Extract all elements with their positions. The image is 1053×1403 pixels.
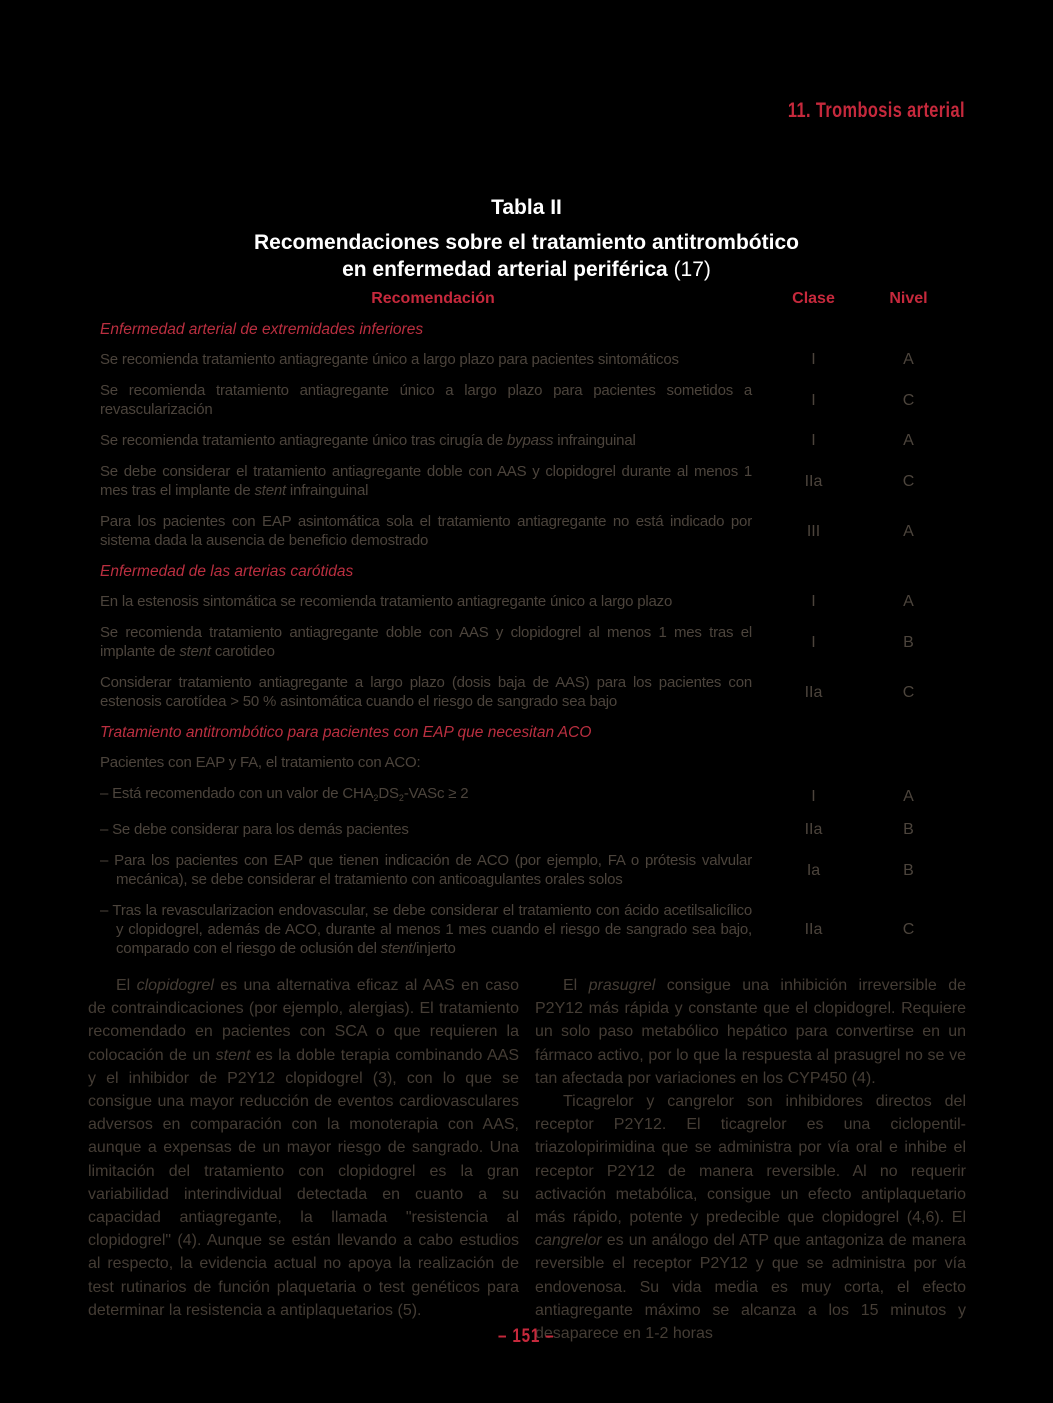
- body-column-left: [88, 974, 519, 1345]
- recommendations-table: [100, 290, 956, 970]
- table-section-header: [100, 723, 956, 742]
- clase-cell: IIa: [804, 821, 823, 838]
- text-segment: es una alternativa eficaz al AAS en caso de contraindicaciones (por ejemplo, alergias). El tratamiento recomendado en pacientes con SCA o que requieren la colocación de un: [88, 977, 520, 1064]
- table-row: [100, 673, 956, 711]
- table-subtitle-text: en enfermedad arterial periférica: [342, 258, 674, 281]
- clase-cell: IIa: [804, 683, 823, 701]
- text-segment: Para los pacientes con EAP asintomática sola el tratamiento antiagregante no está indicado por sistema dada la ausencia de beneficio demostrado: [100, 513, 752, 549]
- table-row: [100, 784, 956, 808]
- text-segment: El: [116, 977, 137, 994]
- recommendation-cell: [100, 431, 766, 450]
- text-segment: consigue una inhibición irreversible de P2Y12 más rápida y constante que el clopidogrel. Requiere un solo paso metabólico hepático para convertirse en un fármaco activo, por lo que la respuesta al prasugrel no se ve tan afectada por variaciones en los CYP450 (4).: [535, 977, 966, 1087]
- nivel-cell: C: [902, 683, 915, 701]
- recommendation-cell: [100, 623, 766, 661]
- text-segment: carotideo: [210, 643, 275, 660]
- table-row: [100, 623, 956, 661]
- chapter-header: 11. Trombosis arterial: [787, 99, 965, 122]
- nivel-cell: B: [903, 821, 914, 838]
- table-row: [100, 381, 956, 419]
- text-segment: stent: [215, 1046, 251, 1064]
- text-segment: es la doble terapia combinando AAS y el inhibidor de P2Y12 clopidogrel (3), con lo que se consigue una mayor reducción de eventos cardiovasculares adversos en comparación con la monoterapia con AAS, aunque a expensas de un mayor riesgo de sangrado. Una limitación del tratamiento con clopidogrel es la gran variabilidad interindividual detectada en cuanto a su capacidad antiagregante, la llamada "resistencia al clopidogrel" (4). Aunque se están llevando a cabo estudios al respecto, la evidencia actual no apoya la realización de test rutinarios de función plaquetaria o test genéticos para determinar la resistencia a antiplaquetarios (5).: [88, 1046, 519, 1319]
- nivel-cell: C: [902, 472, 915, 490]
- body-paragraph: [535, 1090, 966, 1345]
- text-segment: Tratamiento antitrombótico para pacientes con EAP que necesitan ACO: [100, 724, 592, 741]
- text-segment: En la estenosis sintomática se recomienda tratamiento antiagregante único a largo plazo: [100, 593, 673, 610]
- text-segment: Se debe considerar el tratamiento antiagregante doble con AAS y clopidogrel durante al menos 1 mes tras el implante de: [100, 463, 752, 499]
- table-section-header: [100, 562, 956, 581]
- clase-cell: I: [811, 391, 816, 409]
- text-segment: 2: [398, 793, 404, 803]
- text-segment: Se recomienda tratamiento antiagregante único a largo plazo para pacientes sintomáticos: [100, 351, 679, 368]
- table-section-header: [100, 320, 956, 339]
- recommendation-cell: [100, 901, 766, 958]
- text-segment: Ticagrelor y cangrelor son inhibidores directos del receptor P2Y12. El ticagrelor es una ciclopentil-triazolopirimidina que se administra por vía oral e inhibe el receptor P2Y12 de manera reversible. Al no requerir activación metabólica, consigue un efecto antiplaquetario más rápido, potente y predecible que clopidogrel (4,6). El: [535, 1093, 966, 1227]
- text-segment: El: [563, 977, 589, 994]
- text-segment: Considerar tratamiento antiagregante a largo plazo (dosis baja de AAS) para los pacientes con estenosis carotídea > 50 % asintomática cuando el riesgo de sangrado sea bajo: [100, 674, 752, 710]
- text-segment: Se recomienda tratamiento antiagregante doble con AAS y clopidogrel al menos 1 mes tras el implante de: [100, 624, 752, 660]
- text-segment: – Tras la revascularizacion endovascular, se debe considerar el tratamiento con ácido acetilsalicílico y clopidogrel, además de ACO, durante al menos 1 mes cuando el riesgo de sangrado sea bajo, comparado con el riesgo de oclusión del: [100, 902, 752, 957]
- nivel-cell: C: [902, 921, 915, 938]
- column-header-recommendation: Recomendación: [371, 290, 495, 307]
- recommendation-cell: [100, 820, 766, 839]
- nivel-cell: A: [903, 522, 914, 540]
- table-subtitle-line1: Recomendaciones sobre el tratamiento antitrombótico: [254, 231, 799, 254]
- body-column-right: [535, 974, 966, 1345]
- text-segment: 2: [373, 793, 379, 803]
- table-header-row: [100, 290, 956, 308]
- clase-cell: III: [806, 522, 821, 540]
- table-title: Tabla II: [491, 196, 562, 219]
- clase-cell: I: [811, 787, 816, 805]
- table-row: [100, 901, 956, 958]
- table-row: [100, 431, 956, 450]
- recommendation-cell: [100, 350, 766, 369]
- table-row: [100, 592, 956, 611]
- recommendation-cell: [100, 784, 766, 808]
- table-title-block: [0, 196, 1053, 283]
- body-paragraph: [535, 974, 966, 1090]
- text-segment: /injerto: [412, 940, 456, 957]
- recommendation-cell: [100, 462, 766, 500]
- text-segment: cangrelor: [535, 1232, 602, 1250]
- text-segment: prasugrel: [588, 977, 656, 994]
- table-subtitle-line2: [0, 256, 1053, 283]
- text-segment: Enfermedad arterial de extremidades inferiores: [100, 321, 424, 338]
- table-row: [100, 851, 956, 889]
- nivel-cell: A: [903, 787, 914, 805]
- recommendation-cell: [100, 851, 766, 889]
- nivel-cell: A: [903, 432, 914, 449]
- recommendation-cell: [100, 673, 766, 711]
- nivel-cell: A: [903, 593, 914, 610]
- text-segment: – Se debe considerar para los demás pacientes: [100, 821, 409, 838]
- recommendation-cell: [100, 512, 766, 550]
- text-segment: Pacientes con EAP y FA, el tratamiento con ACO:: [100, 754, 421, 771]
- text-segment: bypass: [507, 432, 554, 449]
- nivel-cell: B: [903, 633, 914, 651]
- clase-cell: I: [811, 432, 816, 449]
- table-row: [100, 462, 956, 500]
- recommendation-rows: [100, 320, 956, 958]
- text-segment: stent: [254, 482, 286, 499]
- text-segment: es un análogo del ATP que antagoniza de manera reversible el receptor P2Y12 y que se administra por vía endovenosa. Su vida media es muy corta, el efecto antiagregante máximo se alcanza a los 15 minutos y desaparece en 1-2 horas: [535, 1232, 966, 1343]
- clase-cell: Ia: [806, 861, 821, 879]
- page-number: – 151 –: [498, 1326, 555, 1347]
- page-number-container: [0, 1326, 1053, 1348]
- text-segment: – Para los pacientes con EAP que tienen indicación de ACO (por ejemplo, FA o prótesis valvular mecánica), se debe considerar el tratamiento con anticoagulantes orales solos: [100, 852, 752, 888]
- text-segment: DS: [378, 785, 399, 802]
- table-subtitle-reference: (17): [673, 258, 711, 281]
- nivel-cell: A: [903, 351, 914, 368]
- clase-cell: IIa: [804, 472, 823, 490]
- table-row: [100, 820, 956, 839]
- table-row: [100, 753, 956, 772]
- column-header-nivel: Nivel: [889, 290, 928, 307]
- table-row: [100, 350, 956, 369]
- clase-cell: IIa: [804, 921, 823, 938]
- nivel-cell: C: [902, 391, 915, 409]
- text-segment: Enfermedad de las arterias carótidas: [100, 563, 354, 580]
- clase-cell: I: [811, 593, 816, 610]
- text-segment: stent: [179, 643, 211, 660]
- text-segment: Se recomienda tratamiento antiagregante único tras cirugía de: [100, 432, 508, 449]
- text-segment: clopidogrel: [136, 977, 214, 994]
- text-segment: stent: [380, 940, 413, 957]
- nivel-cell: B: [903, 861, 914, 879]
- text-segment: Se recomienda tratamiento antiagregante único a largo plazo para pacientes sometidos a revascularización: [100, 382, 752, 418]
- text-segment: -VASc ≥ 2: [403, 785, 469, 802]
- recommendation-cell: [100, 381, 766, 419]
- recommendation-cell: [100, 592, 766, 611]
- text-segment: infrainguinal: [285, 482, 369, 499]
- recommendation-cell: [100, 753, 766, 772]
- clase-cell: I: [811, 351, 816, 368]
- column-header-clase: Clase: [792, 290, 835, 307]
- body-text: [88, 974, 966, 1345]
- text-segment: – Está recomendado con un valor de CHA: [100, 785, 374, 802]
- table-row: [100, 512, 956, 550]
- text-segment: infrainguinal: [553, 432, 636, 449]
- body-paragraph: [88, 974, 519, 1322]
- clase-cell: I: [811, 633, 816, 651]
